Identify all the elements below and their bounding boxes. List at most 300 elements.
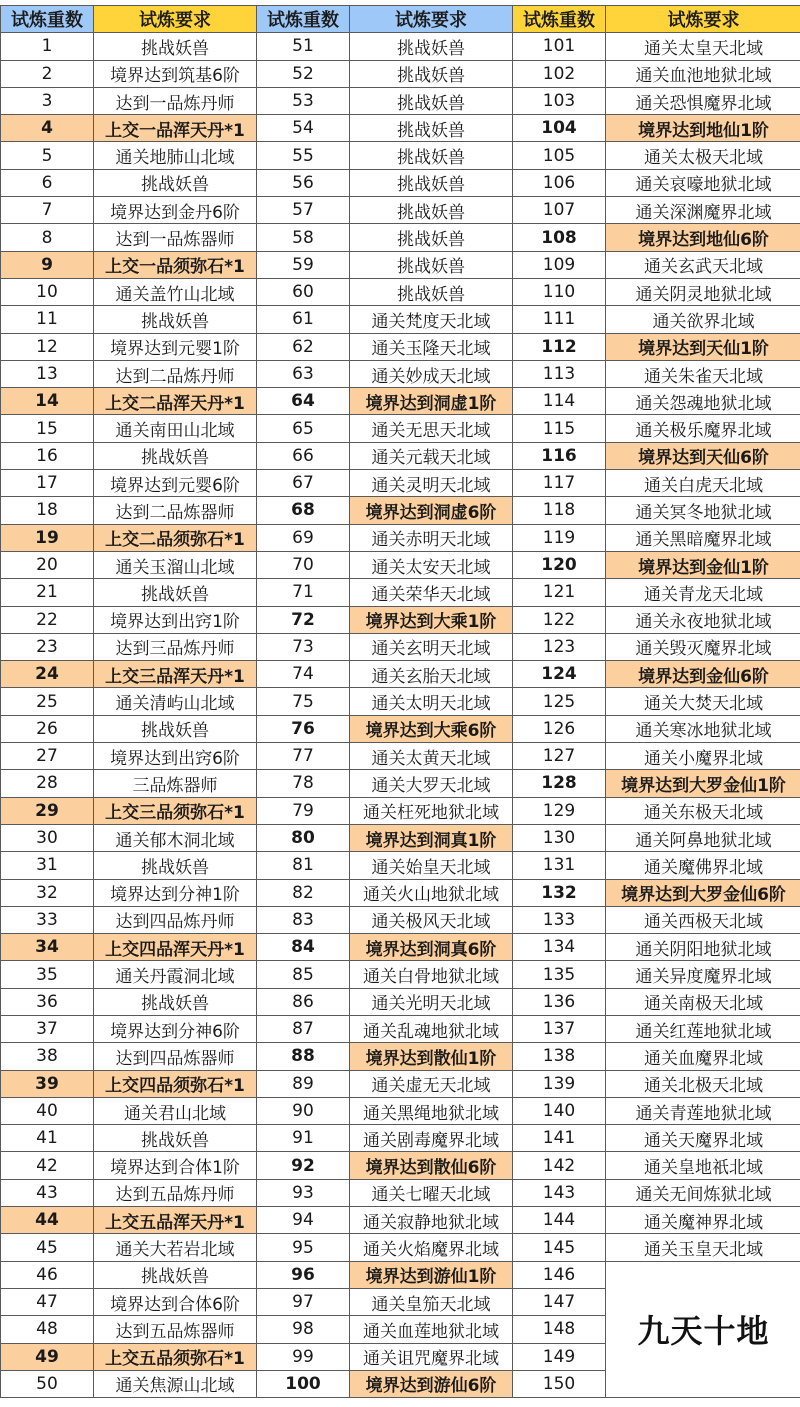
table-row — [1, 415, 800, 442]
table-row — [1, 715, 800, 742]
trial-level-cell: 59 — [257, 251, 350, 278]
trial-level-cell: 100 — [257, 1370, 350, 1397]
trial-level-cell: 137 — [513, 1015, 606, 1042]
table-row — [1, 278, 800, 305]
trial-level-cell: 147 — [513, 1288, 606, 1315]
trial-level-cell: 114 — [513, 388, 606, 415]
table-row — [1, 797, 800, 824]
trial-level-cell: 122 — [513, 606, 606, 633]
trial-requirement-cell: 通关白骨地狱北域 — [350, 961, 513, 988]
trial-requirement-cell: 境界达到分神1阶 — [94, 879, 257, 906]
trial-level-cell: 127 — [513, 743, 606, 770]
trial-requirement-cell: 挑战妖兽 — [94, 715, 257, 742]
trial-level-cell: 146 — [513, 1261, 606, 1288]
trial-level-cell: 86 — [257, 988, 350, 1015]
trial-level-cell: 31 — [1, 852, 94, 879]
trial-requirement-cell: 境界达到合体1阶 — [94, 1152, 257, 1179]
trial-level-cell: 98 — [257, 1316, 350, 1343]
trial-requirement-cell: 通关血莲地狱北域 — [350, 1316, 513, 1343]
trial-requirement-cell: 挑战妖兽 — [94, 1125, 257, 1152]
trial-requirement-cell: 境界达到地仙1阶 — [606, 115, 800, 142]
trial-level-cell: 104 — [513, 115, 606, 142]
trial-level-cell: 24 — [1, 661, 94, 688]
table-row — [1, 606, 800, 633]
trial-level-cell: 1 — [1, 33, 94, 60]
trial-requirement-cell: 通关太极天北域 — [606, 142, 800, 169]
table-row — [1, 470, 800, 497]
trial-requirement-cell: 通关君山北域 — [94, 1097, 257, 1124]
trial-level-cell: 28 — [1, 770, 94, 797]
table-row — [1, 743, 800, 770]
trial-requirement-cell: 通关地肺山北域 — [94, 142, 257, 169]
table-row — [1, 988, 800, 1015]
trial-requirement-cell: 通关极风天北域 — [350, 906, 513, 933]
table-row — [1, 142, 800, 169]
trial-level-cell: 83 — [257, 906, 350, 933]
trial-level-cell: 19 — [1, 524, 94, 551]
table-row — [1, 1097, 800, 1124]
trial-requirement-cell: 上交一品浑天丹*1 — [94, 115, 257, 142]
table-row — [1, 115, 800, 142]
trial-level-cell: 150 — [513, 1370, 606, 1397]
trial-level-cell: 20 — [1, 551, 94, 578]
trial-level-cell: 54 — [257, 115, 350, 142]
trial-requirement-cell: 境界达到元婴6阶 — [94, 470, 257, 497]
trial-requirement-cell: 通关深渊魔界北域 — [606, 197, 800, 224]
trial-requirement-cell: 通关西极天北域 — [606, 906, 800, 933]
trial-requirement-cell: 境界达到出窍1阶 — [94, 606, 257, 633]
table-row — [1, 388, 800, 415]
trial-level-cell: 7 — [1, 197, 94, 224]
trial-requirement-cell: 通关魔佛界北域 — [606, 852, 800, 879]
trial-level-cell: 48 — [1, 1316, 94, 1343]
trial-requirement-cell: 达到五品炼器师 — [94, 1316, 257, 1343]
trial-requirement-cell: 通关异度魔界北域 — [606, 961, 800, 988]
trial-requirement-cell: 境界达到游仙1阶 — [350, 1261, 513, 1288]
trial-level-cell: 36 — [1, 988, 94, 1015]
trial-requirement-cell: 通关玄胎天北域 — [350, 661, 513, 688]
trial-level-cell: 142 — [513, 1152, 606, 1179]
trial-requirement-cell: 挑战妖兽 — [350, 251, 513, 278]
trial-level-cell: 103 — [513, 87, 606, 114]
trial-requirement-cell: 通关朱雀天北域 — [606, 360, 800, 387]
table-row — [1, 824, 800, 851]
trial-level-cell: 34 — [1, 934, 94, 961]
trial-requirement-cell: 通关永夜地狱北域 — [606, 606, 800, 633]
trial-level-cell: 68 — [257, 497, 350, 524]
trial-requirement-cell: 上交五品浑天丹*1 — [94, 1207, 257, 1234]
trial-requirement-cell: 挑战妖兽 — [350, 33, 513, 60]
table-row — [1, 1043, 800, 1070]
trial-requirement-cell: 通关火山地狱北域 — [350, 879, 513, 906]
trial-requirement-cell: 通关魔神界北域 — [606, 1207, 800, 1234]
trial-requirement-cell: 通关无思天北域 — [350, 415, 513, 442]
trial-level-cell: 112 — [513, 333, 606, 360]
trial-level-cell: 18 — [1, 497, 94, 524]
trial-level-cell: 149 — [513, 1343, 606, 1370]
trial-requirement-cell: 通关寒冰地狱北域 — [606, 715, 800, 742]
trial-level-cell: 17 — [1, 470, 94, 497]
table-row — [1, 1015, 800, 1042]
trial-requirement-cell: 通关怨魂地狱北域 — [606, 388, 800, 415]
trial-requirement-cell: 上交四品须弥石*1 — [94, 1070, 257, 1097]
trial-requirement-cell: 上交三品须弥石*1 — [94, 797, 257, 824]
trial-requirement-cell: 通关诅咒魔界北域 — [350, 1343, 513, 1370]
trial-level-cell: 90 — [257, 1097, 350, 1124]
trial-level-cell: 51 — [257, 33, 350, 60]
table-row — [1, 169, 800, 196]
trial-level-cell: 124 — [513, 661, 606, 688]
trial-level-cell: 12 — [1, 333, 94, 360]
trial-requirement-cell: 通关梵度天北域 — [350, 306, 513, 333]
trial-level-cell: 40 — [1, 1097, 94, 1124]
trial-level-cell: 11 — [1, 306, 94, 333]
trial-requirement-cell: 通关黑绳地狱北域 — [350, 1097, 513, 1124]
trial-level-cell: 91 — [257, 1125, 350, 1152]
header-trial-requirement: 试炼要求 — [94, 6, 257, 33]
trial-level-cell: 84 — [257, 934, 350, 961]
trial-level-cell: 121 — [513, 579, 606, 606]
trial-level-cell: 96 — [257, 1261, 350, 1288]
trial-requirements-sheet — [0, 5, 800, 1398]
trial-level-cell: 141 — [513, 1125, 606, 1152]
table-row — [1, 770, 800, 797]
trial-requirement-cell: 通关阴阳地狱北域 — [606, 934, 800, 961]
trial-requirement-cell: 境界达到地仙6阶 — [606, 224, 800, 251]
table-row — [1, 1207, 800, 1234]
trial-requirement-cell: 境界达到洞虚6阶 — [350, 497, 513, 524]
trial-level-cell: 113 — [513, 360, 606, 387]
trial-requirement-cell: 通关哀嚎地狱北域 — [606, 169, 800, 196]
trial-level-cell: 135 — [513, 961, 606, 988]
trial-requirement-cell: 上交二品须弥石*1 — [94, 524, 257, 551]
table-row — [1, 497, 800, 524]
trial-requirement-cell: 境界达到洞真6阶 — [350, 934, 513, 961]
emblem-title: 九天十地 — [606, 1261, 800, 1397]
trial-level-cell: 2 — [1, 60, 94, 87]
trial-level-cell: 134 — [513, 934, 606, 961]
trial-requirement-cell: 通关天魔界北域 — [606, 1125, 800, 1152]
trial-requirement-cell: 境界达到筑基6阶 — [94, 60, 257, 87]
table-row — [1, 1261, 800, 1288]
trial-requirement-cell: 通关青龙天北域 — [606, 579, 800, 606]
table-row — [1, 442, 800, 469]
table-row — [1, 1070, 800, 1097]
trial-level-cell: 62 — [257, 333, 350, 360]
trial-level-cell: 140 — [513, 1097, 606, 1124]
trial-level-cell: 93 — [257, 1179, 350, 1206]
trial-level-cell: 32 — [1, 879, 94, 906]
trial-requirement-cell: 通关太安天北域 — [350, 551, 513, 578]
trial-level-cell: 55 — [257, 142, 350, 169]
table-row — [1, 1234, 800, 1261]
trial-level-cell: 120 — [513, 551, 606, 578]
trial-level-cell: 5 — [1, 142, 94, 169]
trial-requirement-cell: 通关乱魂地狱北域 — [350, 1015, 513, 1042]
trial-level-cell: 87 — [257, 1015, 350, 1042]
trial-requirement-cell: 境界达到天仙1阶 — [606, 333, 800, 360]
trial-level-cell: 97 — [257, 1288, 350, 1315]
trial-level-cell: 67 — [257, 470, 350, 497]
trial-requirement-cell: 通关光明天北域 — [350, 988, 513, 1015]
trial-level-cell: 26 — [1, 715, 94, 742]
trial-requirement-cell: 通关青莲地狱北域 — [606, 1097, 800, 1124]
trial-requirement-cell: 达到三品炼丹师 — [94, 633, 257, 660]
trial-requirement-cell: 通关枉死地狱北域 — [350, 797, 513, 824]
trial-requirement-cell: 挑战妖兽 — [94, 579, 257, 606]
trial-level-cell: 145 — [513, 1234, 606, 1261]
table-row — [1, 360, 800, 387]
table-row — [1, 87, 800, 114]
trial-level-cell: 52 — [257, 60, 350, 87]
trial-level-cell: 60 — [257, 278, 350, 305]
table-row — [1, 306, 800, 333]
trial-level-cell: 3 — [1, 87, 94, 114]
trial-requirement-cell: 境界达到洞虚1阶 — [350, 388, 513, 415]
trial-level-cell: 72 — [257, 606, 350, 633]
trial-level-cell: 80 — [257, 824, 350, 851]
trial-level-cell: 89 — [257, 1070, 350, 1097]
trial-requirement-cell: 挑战妖兽 — [94, 988, 257, 1015]
trial-level-cell: 92 — [257, 1152, 350, 1179]
trial-requirement-cell: 境界达到大乘1阶 — [350, 606, 513, 633]
trial-level-cell: 16 — [1, 442, 94, 469]
trial-requirement-cell: 挑战妖兽 — [94, 442, 257, 469]
trial-requirement-cell: 上交四品浑天丹*1 — [94, 934, 257, 961]
trial-level-cell: 116 — [513, 442, 606, 469]
trial-requirement-cell: 通关玉皇天北域 — [606, 1234, 800, 1261]
trial-requirement-cell: 通关北极天北域 — [606, 1070, 800, 1097]
trial-level-cell: 10 — [1, 278, 94, 305]
header-trial-level: 试炼重数 — [513, 6, 606, 33]
trial-level-cell: 119 — [513, 524, 606, 551]
trial-requirement-cell: 通关玄武天北域 — [606, 251, 800, 278]
header-row — [1, 6, 800, 33]
trial-level-cell: 70 — [257, 551, 350, 578]
trial-level-cell: 50 — [1, 1370, 94, 1397]
trial-requirement-cell: 达到五品炼丹师 — [94, 1179, 257, 1206]
trial-level-cell: 30 — [1, 824, 94, 851]
trial-requirement-cell: 通关寂静地狱北域 — [350, 1207, 513, 1234]
trial-requirement-cell: 达到一品炼丹师 — [94, 87, 257, 114]
table-row — [1, 579, 800, 606]
trial-requirement-cell: 通关皇笳天北域 — [350, 1288, 513, 1315]
trial-level-cell: 45 — [1, 1234, 94, 1261]
trial-requirement-cell: 境界达到散仙1阶 — [350, 1043, 513, 1070]
trial-level-cell: 94 — [257, 1207, 350, 1234]
trial-requirement-cell: 挑战妖兽 — [350, 142, 513, 169]
trial-level-cell: 13 — [1, 360, 94, 387]
trial-requirement-cell: 通关焦源山北域 — [94, 1370, 257, 1397]
trial-level-cell: 53 — [257, 87, 350, 114]
trial-requirement-cell: 通关白虎天北域 — [606, 470, 800, 497]
trial-table-body — [1, 33, 800, 1398]
trial-level-cell: 21 — [1, 579, 94, 606]
trial-requirement-cell: 境界达到大罗金仙1阶 — [606, 770, 800, 797]
trial-requirement-cell: 通关七曜天北域 — [350, 1179, 513, 1206]
trial-requirement-cell: 通关血魔界北域 — [606, 1043, 800, 1070]
trial-requirement-cell: 通关阿鼻地狱北域 — [606, 824, 800, 851]
trial-requirement-cell: 通关元载天北域 — [350, 442, 513, 469]
trial-requirement-cell: 通关皇地祇北域 — [606, 1152, 800, 1179]
trial-requirement-cell: 境界达到元婴1阶 — [94, 333, 257, 360]
trial-requirement-cell: 通关大若岩北域 — [94, 1234, 257, 1261]
trial-level-cell: 82 — [257, 879, 350, 906]
trial-level-cell: 79 — [257, 797, 350, 824]
trial-requirement-cell: 上交三品浑天丹*1 — [94, 661, 257, 688]
trial-requirement-cell: 挑战妖兽 — [350, 197, 513, 224]
trial-level-cell: 95 — [257, 1234, 350, 1261]
trial-requirement-cell: 通关剧毒魔界北域 — [350, 1125, 513, 1152]
trial-requirement-cell: 通关虚无天北域 — [350, 1070, 513, 1097]
trial-level-cell: 101 — [513, 33, 606, 60]
trial-requirement-cell: 境界达到分神6阶 — [94, 1015, 257, 1042]
table-row — [1, 852, 800, 879]
trial-level-cell: 58 — [257, 224, 350, 251]
trial-level-cell: 44 — [1, 1207, 94, 1234]
trial-requirement-cell: 达到二品炼丹师 — [94, 360, 257, 387]
trial-level-cell: 43 — [1, 1179, 94, 1206]
trial-requirement-cell: 通关玄明天北域 — [350, 633, 513, 660]
table-row — [1, 879, 800, 906]
trial-requirement-cell: 境界达到大乘6阶 — [350, 715, 513, 742]
trial-requirement-cell: 挑战妖兽 — [350, 87, 513, 114]
trial-level-cell: 130 — [513, 824, 606, 851]
trial-level-cell: 78 — [257, 770, 350, 797]
table-row — [1, 961, 800, 988]
trial-level-cell: 61 — [257, 306, 350, 333]
trial-requirement-cell: 通关阴灵地狱北域 — [606, 278, 800, 305]
trial-requirement-cell: 通关大罗天北域 — [350, 770, 513, 797]
trial-requirement-cell: 境界达到游仙6阶 — [350, 1370, 513, 1397]
trial-requirement-cell: 通关火焰魔界北域 — [350, 1234, 513, 1261]
trial-level-cell: 29 — [1, 797, 94, 824]
table-row — [1, 1179, 800, 1206]
trial-level-cell: 110 — [513, 278, 606, 305]
trial-level-cell: 123 — [513, 633, 606, 660]
trial-level-cell: 37 — [1, 1015, 94, 1042]
trial-requirement-cell: 通关大焚天北域 — [606, 688, 800, 715]
trial-requirement-cell: 境界达到大罗金仙6阶 — [606, 879, 800, 906]
trial-level-cell: 109 — [513, 251, 606, 278]
trial-requirement-cell: 达到四品炼器师 — [94, 1043, 257, 1070]
header-trial-level: 试炼重数 — [1, 6, 94, 33]
trial-requirement-cell: 挑战妖兽 — [350, 224, 513, 251]
trial-level-cell: 6 — [1, 169, 94, 196]
trial-requirement-cell: 上交一品须弥石*1 — [94, 251, 257, 278]
table-row — [1, 633, 800, 660]
trial-requirement-cell: 通关太黄天北域 — [350, 743, 513, 770]
table-row — [1, 60, 800, 87]
header-trial-requirement: 试炼要求 — [606, 6, 800, 33]
table-row — [1, 251, 800, 278]
trial-requirement-cell: 通关玉隆天北域 — [350, 333, 513, 360]
trial-requirement-cell: 通关冥冬地狱北域 — [606, 497, 800, 524]
trial-level-cell: 125 — [513, 688, 606, 715]
trial-requirement-cell: 通关毁灭魔界北域 — [606, 633, 800, 660]
trial-level-cell: 128 — [513, 770, 606, 797]
trial-requirement-cell: 通关赤明天北域 — [350, 524, 513, 551]
trial-requirement-cell: 通关南极天北域 — [606, 988, 800, 1015]
trial-level-cell: 71 — [257, 579, 350, 606]
trial-requirement-cell: 境界达到合体6阶 — [94, 1288, 257, 1315]
table-row — [1, 1152, 800, 1179]
trial-requirement-cell: 达到一品炼器师 — [94, 224, 257, 251]
trial-level-cell: 144 — [513, 1207, 606, 1234]
trial-level-cell: 38 — [1, 1043, 94, 1070]
trial-level-cell: 106 — [513, 169, 606, 196]
table-row — [1, 197, 800, 224]
trial-level-cell: 143 — [513, 1179, 606, 1206]
trial-level-cell: 81 — [257, 852, 350, 879]
trial-level-cell: 8 — [1, 224, 94, 251]
table-row — [1, 688, 800, 715]
trial-requirement-cell: 挑战妖兽 — [94, 1261, 257, 1288]
trial-level-cell: 9 — [1, 251, 94, 278]
trial-requirement-cell: 通关极乐魔界北域 — [606, 415, 800, 442]
trial-level-cell: 107 — [513, 197, 606, 224]
trial-requirement-cell: 达到四品炼丹师 — [94, 906, 257, 933]
trial-level-cell: 138 — [513, 1043, 606, 1070]
table-row — [1, 1125, 800, 1152]
trial-requirement-cell: 挑战妖兽 — [94, 306, 257, 333]
trial-level-cell: 133 — [513, 906, 606, 933]
table-row — [1, 934, 800, 961]
trial-level-cell: 136 — [513, 988, 606, 1015]
trial-requirement-cell: 通关丹霞洞北域 — [94, 961, 257, 988]
trial-level-cell: 131 — [513, 852, 606, 879]
trial-requirement-cell: 通关太皇天北域 — [606, 33, 800, 60]
table-row — [1, 661, 800, 688]
trial-level-cell: 27 — [1, 743, 94, 770]
trial-level-cell: 148 — [513, 1316, 606, 1343]
trial-requirement-cell: 境界达到散仙6阶 — [350, 1152, 513, 1179]
trial-requirement-cell: 境界达到金仙6阶 — [606, 661, 800, 688]
trial-level-cell: 47 — [1, 1288, 94, 1315]
trial-requirement-cell: 挑战妖兽 — [350, 169, 513, 196]
trial-requirement-cell: 挑战妖兽 — [350, 115, 513, 142]
trial-level-cell: 111 — [513, 306, 606, 333]
trial-requirement-cell: 通关南田山北域 — [94, 415, 257, 442]
trial-requirement-cell: 通关荣华天北域 — [350, 579, 513, 606]
trial-level-cell: 33 — [1, 906, 94, 933]
trial-level-cell: 115 — [513, 415, 606, 442]
trial-level-cell: 42 — [1, 1152, 94, 1179]
trial-table — [0, 5, 800, 1398]
trial-level-cell: 57 — [257, 197, 350, 224]
trial-level-cell: 88 — [257, 1043, 350, 1070]
trial-level-cell: 102 — [513, 60, 606, 87]
trial-level-cell: 126 — [513, 715, 606, 742]
trial-level-cell: 35 — [1, 961, 94, 988]
trial-requirement-cell: 通关小魔界北域 — [606, 743, 800, 770]
header-trial-level: 试炼重数 — [257, 6, 350, 33]
trial-level-cell: 99 — [257, 1343, 350, 1370]
trial-level-cell: 74 — [257, 661, 350, 688]
trial-level-cell: 15 — [1, 415, 94, 442]
trial-level-cell: 129 — [513, 797, 606, 824]
trial-requirement-cell: 通关郁木洞北域 — [94, 824, 257, 851]
table-row — [1, 33, 800, 60]
table-row — [1, 551, 800, 578]
trial-level-cell: 63 — [257, 360, 350, 387]
trial-requirement-cell: 达到二品炼器师 — [94, 497, 257, 524]
trial-level-cell: 46 — [1, 1261, 94, 1288]
trial-level-cell: 108 — [513, 224, 606, 251]
trial-level-cell: 139 — [513, 1070, 606, 1097]
trial-level-cell: 22 — [1, 606, 94, 633]
table-row — [1, 224, 800, 251]
